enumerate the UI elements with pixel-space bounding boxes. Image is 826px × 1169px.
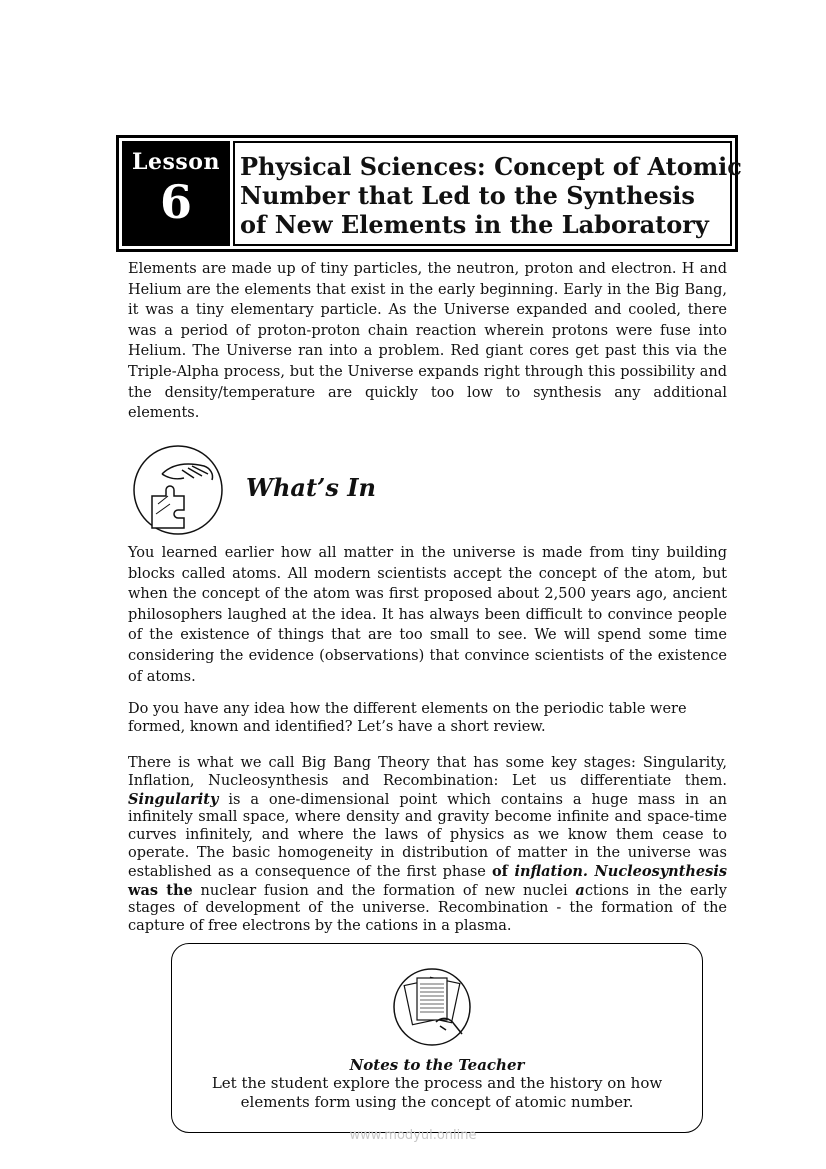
nucleosynthesis-definition: nuclear fusion and the formation of new nuclei xyxy=(192,882,576,899)
lesson-header xyxy=(116,135,742,252)
lesson-title xyxy=(233,141,742,246)
lesson-badge xyxy=(122,141,230,246)
big-bang-paragraph xyxy=(128,755,727,936)
lesson-number: 6 xyxy=(159,175,192,229)
title-line-3: of New Elements in the Laboratory xyxy=(240,210,709,239)
notes-line-2: elements form using the concept of atomic number. xyxy=(240,1092,634,1111)
notes-to-teacher-box xyxy=(171,943,703,1133)
lesson-label: Lesson xyxy=(132,149,220,175)
term-inflation-nucleosynthesis: inflation. Nucleosynthesis xyxy=(514,862,727,880)
notes-body xyxy=(192,1074,682,1111)
term-of: of xyxy=(492,862,515,880)
term-singularity: Singularity xyxy=(128,790,219,808)
whats-in-paragraph-1: You learned earlier how all matter in the universe is made from tiny building blocks called atoms. All modern scientists accept the concept of the atom, but when the concept of the atom was first proposed about 2,500 years ago, ancient philosophers laughed at the idea. It has always been difficult to convince people of the existence of things that are too small to see. We will spend some time considering the evidence (observations) that convince scientists of the existence of atoms. xyxy=(128,545,727,685)
intro-paragraph: Elements are made up of tiny particles, the neutron, proton and electron. H and Helium are the elements that exist in the early beginning. Early in the Big Bang, it was a tiny elementary particle. As the Universe expanded and cooled, there was a period of proton-proton chain reaction wherein protons were fuse into Helium. The Universe ran into a problem. Red giant cores get past this via the Triple-Alpha process, but the Universe expands right through this possibility and the density/temperature are quickly too low to synthesis any additional elements. xyxy=(128,261,727,422)
recombination-definition: ctions in the early stages of development of the universe. Recombination - the formation of the capture of free electrons by the cations in a plasma. xyxy=(128,882,727,935)
watermark: www.modyul.online xyxy=(349,1128,477,1143)
hand-puzzle-icon xyxy=(132,444,224,536)
term-was-the: was the xyxy=(128,881,193,899)
whats-in-paragraph-2: Do you have any idea how the different elements on the periodic table were formed, known and identified? Let’s have a short review. xyxy=(128,701,687,735)
notes-line-1: Let the student explore the process and the history on how xyxy=(211,1074,663,1092)
notes-title: Notes to the Teacher xyxy=(349,1056,525,1074)
big-bang-text: There is what we call Big Bang Theory that has some key stages: Singularity, Inflation, Nucleosynthesis and Recombination: Let us differentiate them. xyxy=(128,755,727,789)
papers-hand-icon xyxy=(392,964,472,1050)
title-line-1: Physical Sciences: Concept of Atomic xyxy=(240,152,742,181)
term-a: a xyxy=(575,881,585,899)
title-line-2: Number that Led to the Synthesis xyxy=(240,181,695,210)
singularity-definition: is a one-dimensional point which contains a huge mass in an infinitely small space, where density and gravity become infinite and space-time curves infinitely, and where the laws of physics as we know them cease to operate. The basic homogeneity in distribution of matter in the universe was established as a consequence of the first phase xyxy=(128,791,727,880)
whats-in-title: What’s In xyxy=(246,473,376,502)
